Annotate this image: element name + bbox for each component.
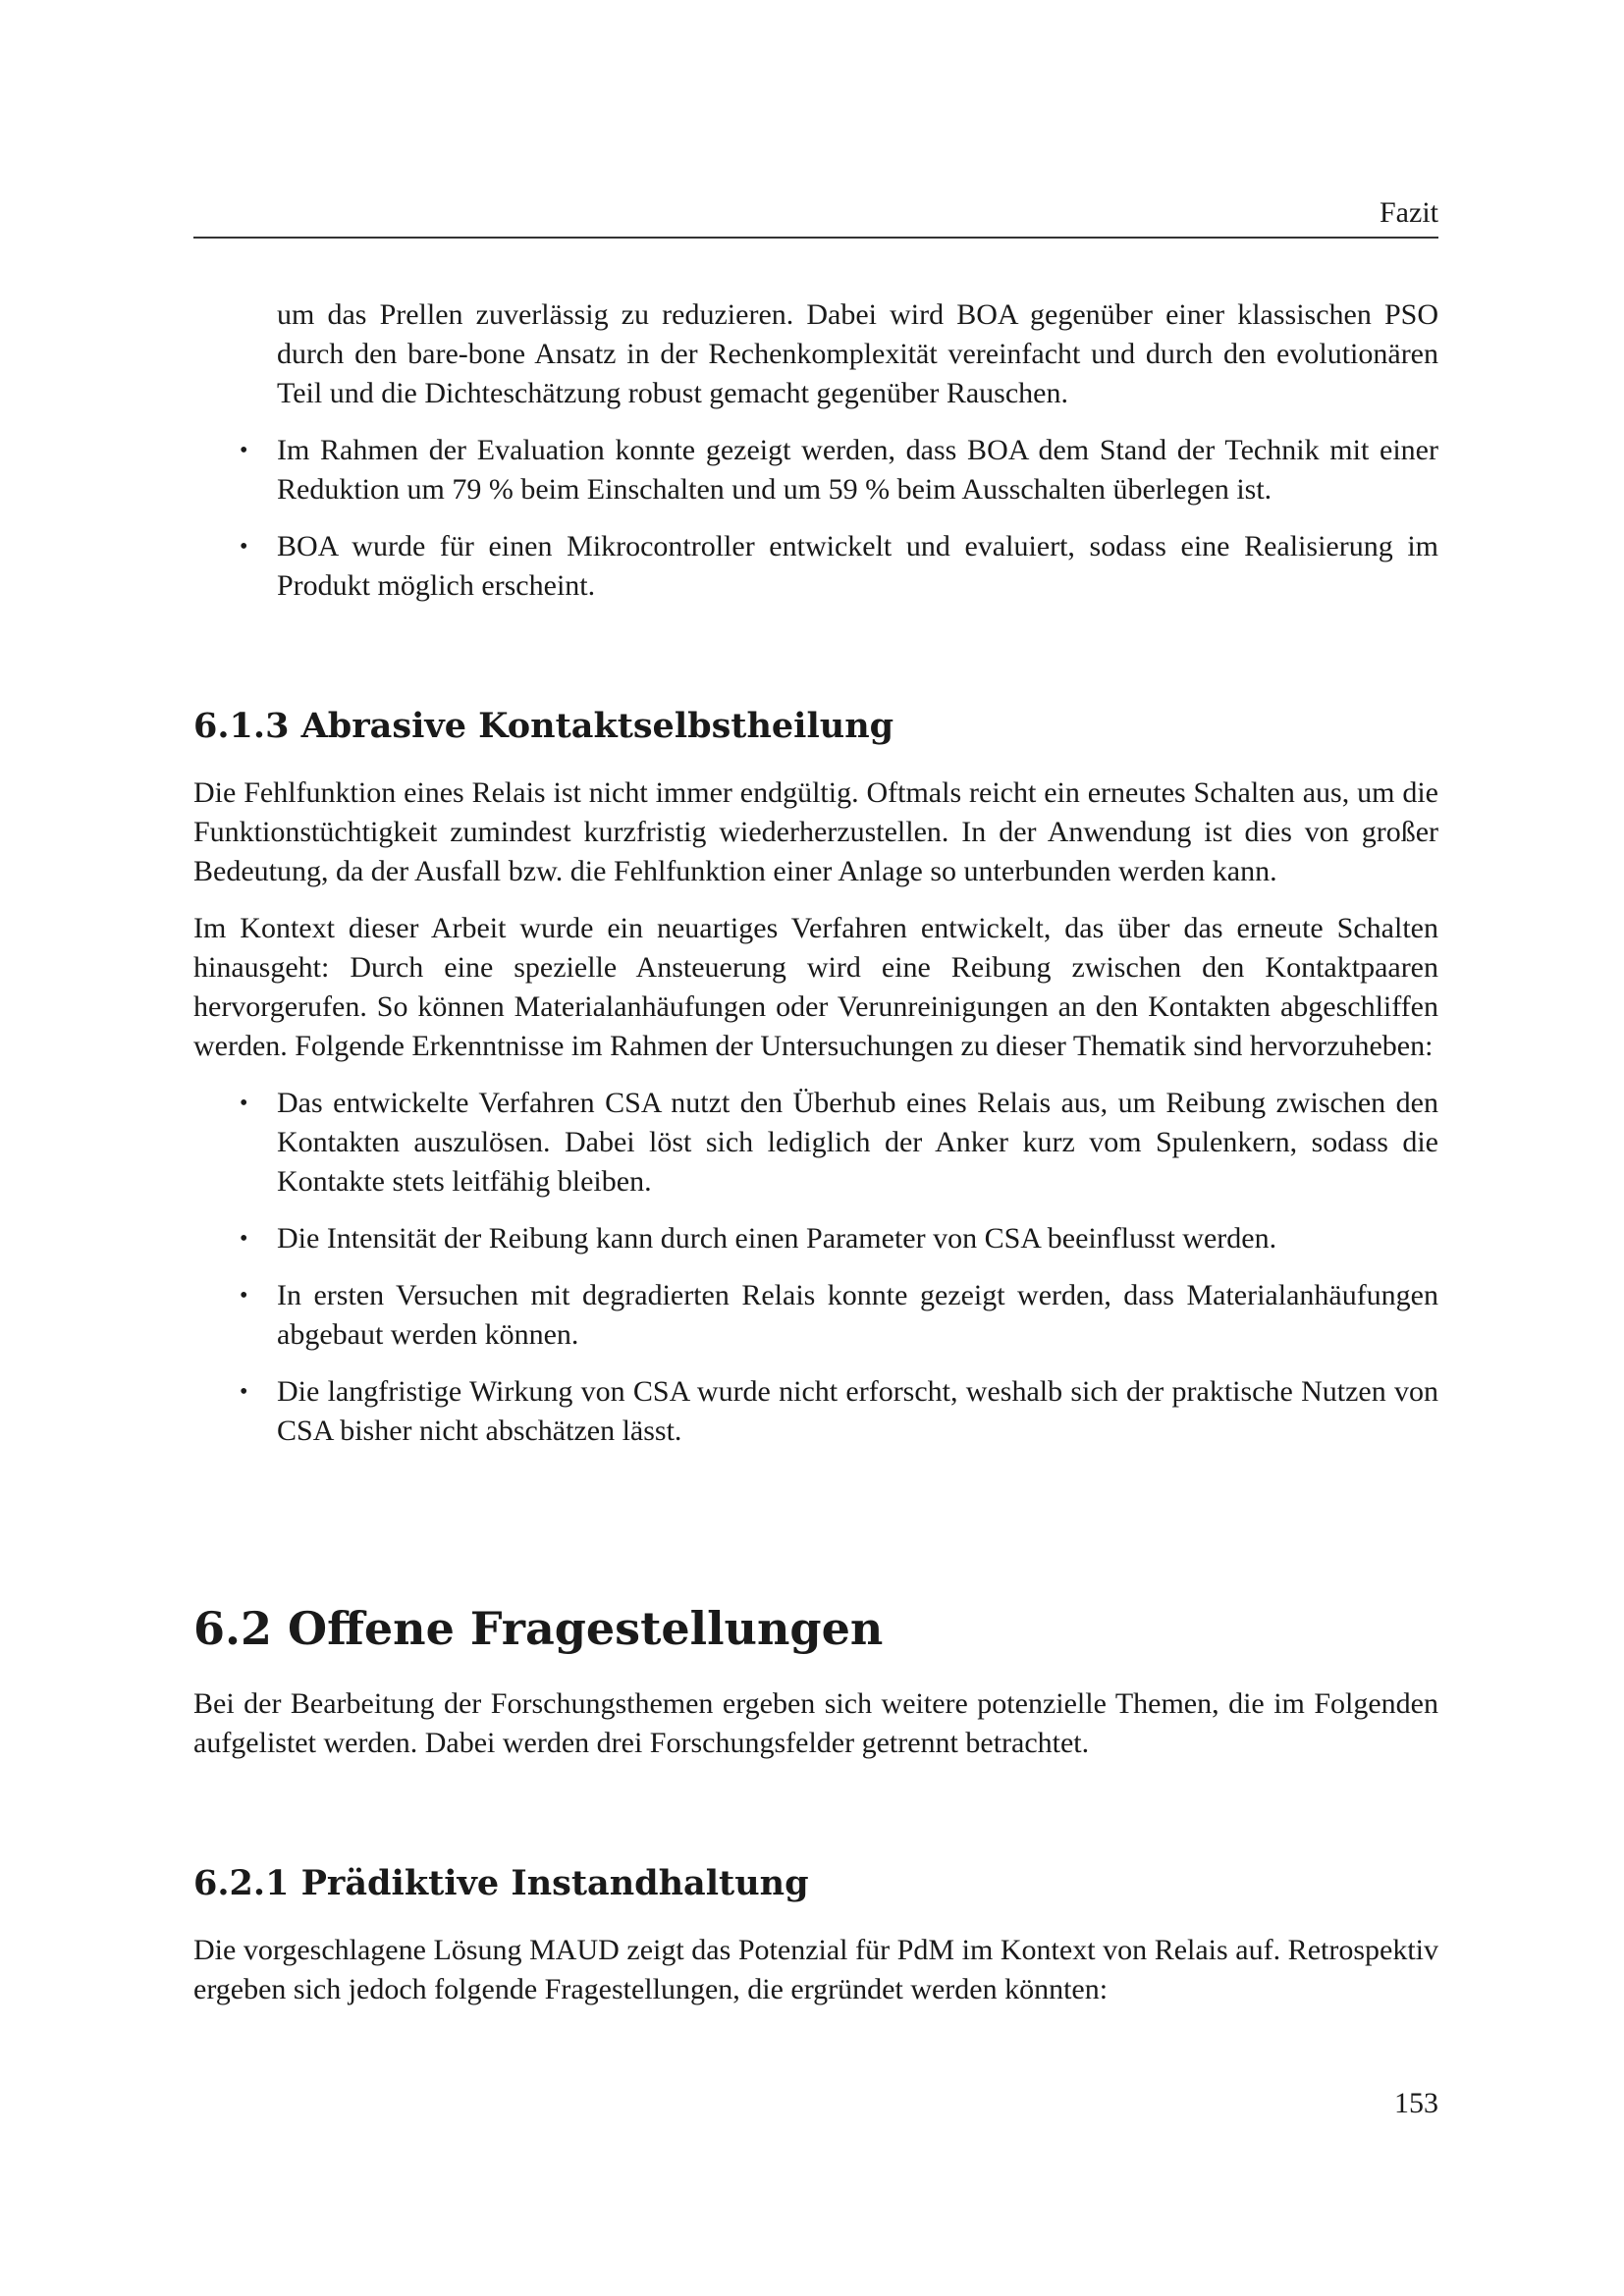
section-heading-613: 6.1.3 Abrasive Kontaktselbstheilung [193, 706, 894, 746]
section-613-paragraph-1: Die Fehlfunktion eines Relais ist nicht immer endgültig. Oftmals reicht ein erneutes Schalten aus, um die Funktionstüchtigkeit zumindest kurzfristig wiederherzustellen. In der Anwendung ist dies von großer Bedeutung, da der Ausfall bzw. die Fehlfunktion einer Anlage so unterbunden werden kann. [193, 776, 1438, 887]
bullet-list-boa [193, 431, 1438, 606]
list-item [193, 1084, 1438, 1201]
section-621 [193, 1862, 1438, 2009]
bullet-dot: • [240, 1226, 248, 1252]
bullet-dot: • [240, 438, 248, 463]
page-number: 153 [1394, 2087, 1438, 2119]
section-heading-621: 6.2.1 Prädiktive Instandhaltung [193, 1863, 809, 1903]
list-item-text: BOA wurde für einen Mikrocontroller entwickelt und evaluiert, sodass eine Realisierung im Produkt möglich erscheint. [277, 530, 1438, 602]
running-header-title: Fazit [1380, 196, 1438, 229]
list-item-text: Das entwickelte Verfahren CSA nutzt den Überhub eines Relais aus, um Reibung zwischen den Kontakten auszulösen. Dabei löst sich lediglich der Anker kurz vom Spulenkern, sodass die Kontakte stets leitfähig bleiben. [277, 1087, 1438, 1198]
list-item [193, 1372, 1438, 1451]
section-62 [193, 1602, 1438, 1763]
bullet-dot: • [240, 534, 248, 560]
bullet-dot: • [240, 1283, 248, 1308]
list-item-text: In ersten Versuchen mit degradierten Relais konnte gezeigt werden, dass Materialanhäufungen abgebaut werden können. [277, 1279, 1438, 1351]
list-item [193, 527, 1438, 606]
section-heading-62: 6.2 Offene Fragestellungen [193, 1602, 884, 1655]
section-613 [193, 705, 1438, 1451]
section-613-paragraph-2: Im Kontext dieser Arbeit wurde ein neuartiges Verfahren entwickelt, das über das erneute Schalten hinausgeht: Durch eine spezielle Ansteuerung wird eine Reibung zwischen den Kontaktpaaren hervorgerufen. So können Materialanhäufungen oder Verunreinigungen an den Kontakten abgeschliffen werden. Folgende Erkenntnisse im Rahmen der Untersuchungen zu dieser Thematik sind hervorzuheben: [193, 912, 1438, 1062]
bullet-dot: • [240, 1379, 248, 1405]
continuation-paragraph: um das Prellen zuverlässig zu reduzieren. Dabei wird BOA gegenüber einer klassischen PSO durch den bare-bone Ansatz in der Rechenkomplexität vereinfacht und durch den evolutionären Teil und die Dichteschätzung robust gemacht gegenüber Rauschen. [277, 298, 1438, 409]
list-item-text: Im Rahmen der Evaluation konnte gezeigt werden, dass BOA dem Stand der Technik mit einer Reduktion um 79 % beim Einschalten und um 59 % beim Ausschalten überlegen ist. [277, 434, 1438, 506]
list-item-text: Die Intensität der Reibung kann durch einen Parameter von CSA beeinflusst werden. [277, 1222, 1277, 1255]
section-621-paragraph: Die vorgeschlagene Lösung MAUD zeigt das Potenzial für PdM im Kontext von Relais auf. Retrospektiv ergeben sich jedoch folgende Fragestellungen, die ergründet werden könnten: [193, 1934, 1438, 2005]
list-item-text: Die langfristige Wirkung von CSA wurde nicht erforscht, weshalb sich der praktische Nutzen von CSA bisher nicht abschätzen lässt. [277, 1375, 1438, 1447]
bullet-list-csa [193, 1084, 1438, 1451]
list-item [193, 431, 1438, 509]
list-item [193, 1219, 1438, 1258]
bullet-dot: • [240, 1091, 248, 1116]
top-block [193, 295, 1438, 606]
header-rule [193, 237, 1438, 239]
section-62-paragraph: Bei der Bearbeitung der Forschungsthemen ergeben sich weitere potenzielle Themen, die im Folgenden aufgelistet werden. Dabei werden drei Forschungsfelder getrennt betrachtet. [193, 1687, 1438, 1759]
list-item [193, 1276, 1438, 1355]
